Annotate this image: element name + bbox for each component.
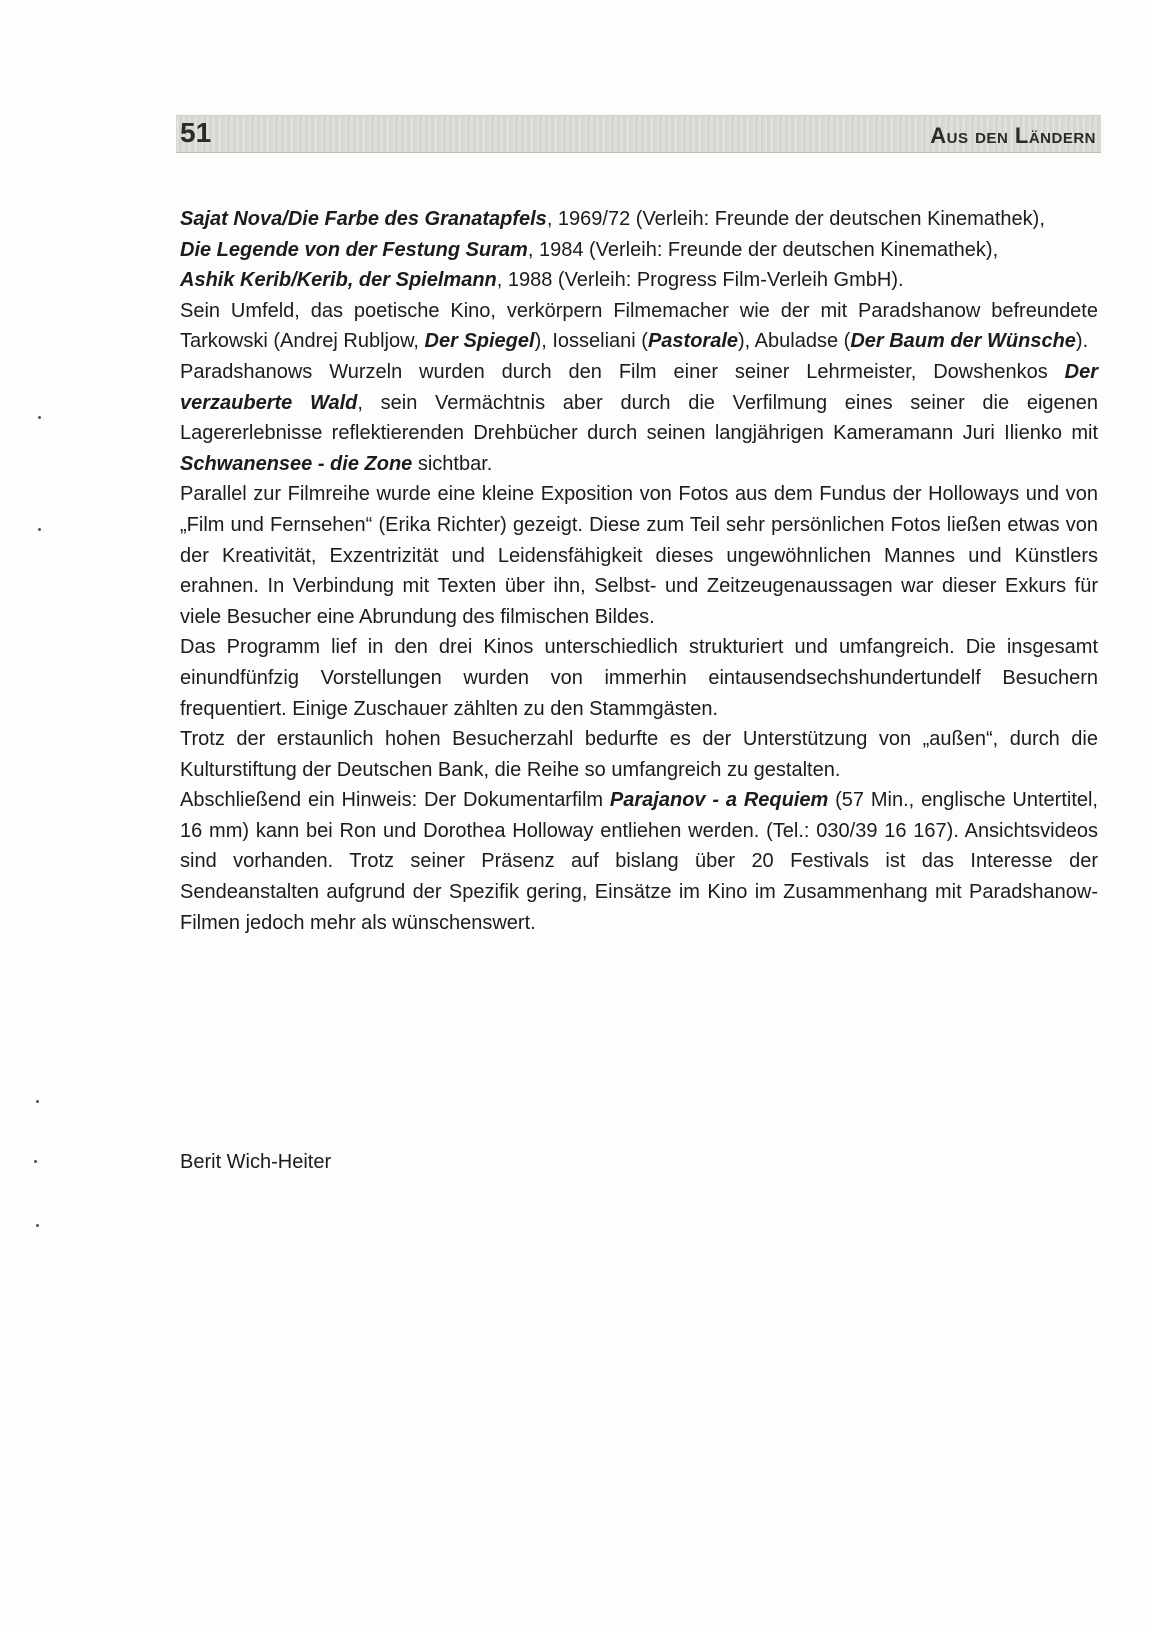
margin-speck <box>36 1224 39 1227</box>
paragraph <box>180 296 1098 357</box>
film-title: Der Spiegel <box>424 330 535 353</box>
paragraph <box>180 632 1098 724</box>
text-run: Sein Umfeld, das poetische Kino, verkörpern Filmemacher wie der mit Paradshanow befreundete Tarkowski (Andrej Rubljow, <box>180 299 1098 353</box>
film-title: Die Legende von der Festung Suram <box>180 238 528 261</box>
paragraph <box>180 357 1098 479</box>
text-run: ), Iosseliani ( <box>534 330 648 353</box>
paragraph <box>180 235 1098 266</box>
text-run: , 1984 (Verleih: Freunde der deutschen Kinemathek), <box>527 238 999 261</box>
film-title: Der Baum der Wünsche <box>850 330 1076 353</box>
paragraph <box>180 265 1098 296</box>
margin-speck <box>38 416 41 419</box>
film-title: Parajanov - a Requiem <box>609 789 829 812</box>
film-title: Pastorale <box>647 330 739 353</box>
film-title: Schwanensee - die Zone <box>180 452 413 475</box>
text-run: (57 Min., englische Untertitel, 16 mm) kann bei Ron und Dorothea Holloway entliehen werden. (Tel.: 030/39 16 167). Ansichtsvideos sind vorhanden. Trotz seiner Präsenz auf bislang über 20 Festivals ist das Interesse der Sendeanstalten aufgrund der Spezifik gering, Einsätze im Kino im Zusammenhang mit Paradshanow-Filmen jedoch mehr als wünschenswert. <box>180 789 1098 934</box>
text-run: Abschließend ein Hinweis: Der Dokumentarfilm <box>180 789 610 812</box>
film-title: Sajat Nova/Die Farbe des Granatapfels <box>180 208 547 230</box>
author-name: Berit Wich-Heiter <box>180 1151 332 1173</box>
paragraph <box>180 724 1098 785</box>
text-run: Das Programm lief in den drei Kinos unterschiedlich strukturiert und umfangreich. Die insgesamt einundfünfzig Vorstellungen wurden von immerhin eintausendsechshundertundelf Besuchern frequentiert. Einige Zuschauer zählten zu den Stammgästen. <box>180 636 1098 720</box>
article-body <box>180 204 1098 938</box>
text-run: Trotz der erstaunlich hohen Besucherzahl bedurfte es der Unterstützung von „außen“, durch die Kulturstiftung der Deutschen Bank, die Reihe so umfangreich zu gestalten. <box>180 728 1098 781</box>
text-run: , 1988 (Verleih: Progress Film-Verleih GmbH). <box>496 269 904 292</box>
margin-speck <box>36 1100 39 1103</box>
film-title: Ashik Kerib/Kerib, der Spielmann <box>180 269 497 292</box>
text-run: , 1969/72 (Verleih: Freunde der deutschen Kinemathek), <box>546 208 1045 230</box>
text-run: , sein Vermächtnis aber durch die Verfilmung eines seiner die eigenen Lagererlebnisse reflektierenden Drehbücher durch seinen langjährigen Kameramann Juri Ilienko mit <box>180 391 1098 445</box>
page-number: 51 <box>180 117 212 148</box>
paragraph <box>180 204 1098 235</box>
text-run: Parallel zur Filmreihe wurde eine kleine Exposition von Fotos aus dem Fundus der Holloways und von „Film und Fernsehen“ (Erika Richter) gezeigt. Diese zum Teil sehr persönlichen Fotos ließen etwas von der Kreativität, Exzentrizität und Leidensfähigkeit dieses ungewöhnlichen Mannes und Künstlers erahnen. In Verbindung mit Texten über ihn, Selbst- und Zeitzeugenaussagen war dieser Exkurs für viele Besucher eine Abrundung des filmischen Bildes. <box>180 483 1098 628</box>
text-run: Paradshanows Wurzeln wurden durch den Film einer seiner Lehrmeister, Dowshenkos <box>180 360 1065 383</box>
film-title: Der verzauberte Wald <box>180 360 1098 414</box>
margin-speck <box>34 1160 37 1163</box>
margin-speck <box>38 528 41 531</box>
section-title: Aus den Ländern <box>930 123 1096 148</box>
text-run: ). <box>1075 330 1089 353</box>
paragraph <box>180 479 1098 632</box>
text-run: sichtbar. <box>412 452 493 475</box>
text-run: ), Abuladse ( <box>738 330 851 353</box>
paragraph <box>180 785 1098 938</box>
